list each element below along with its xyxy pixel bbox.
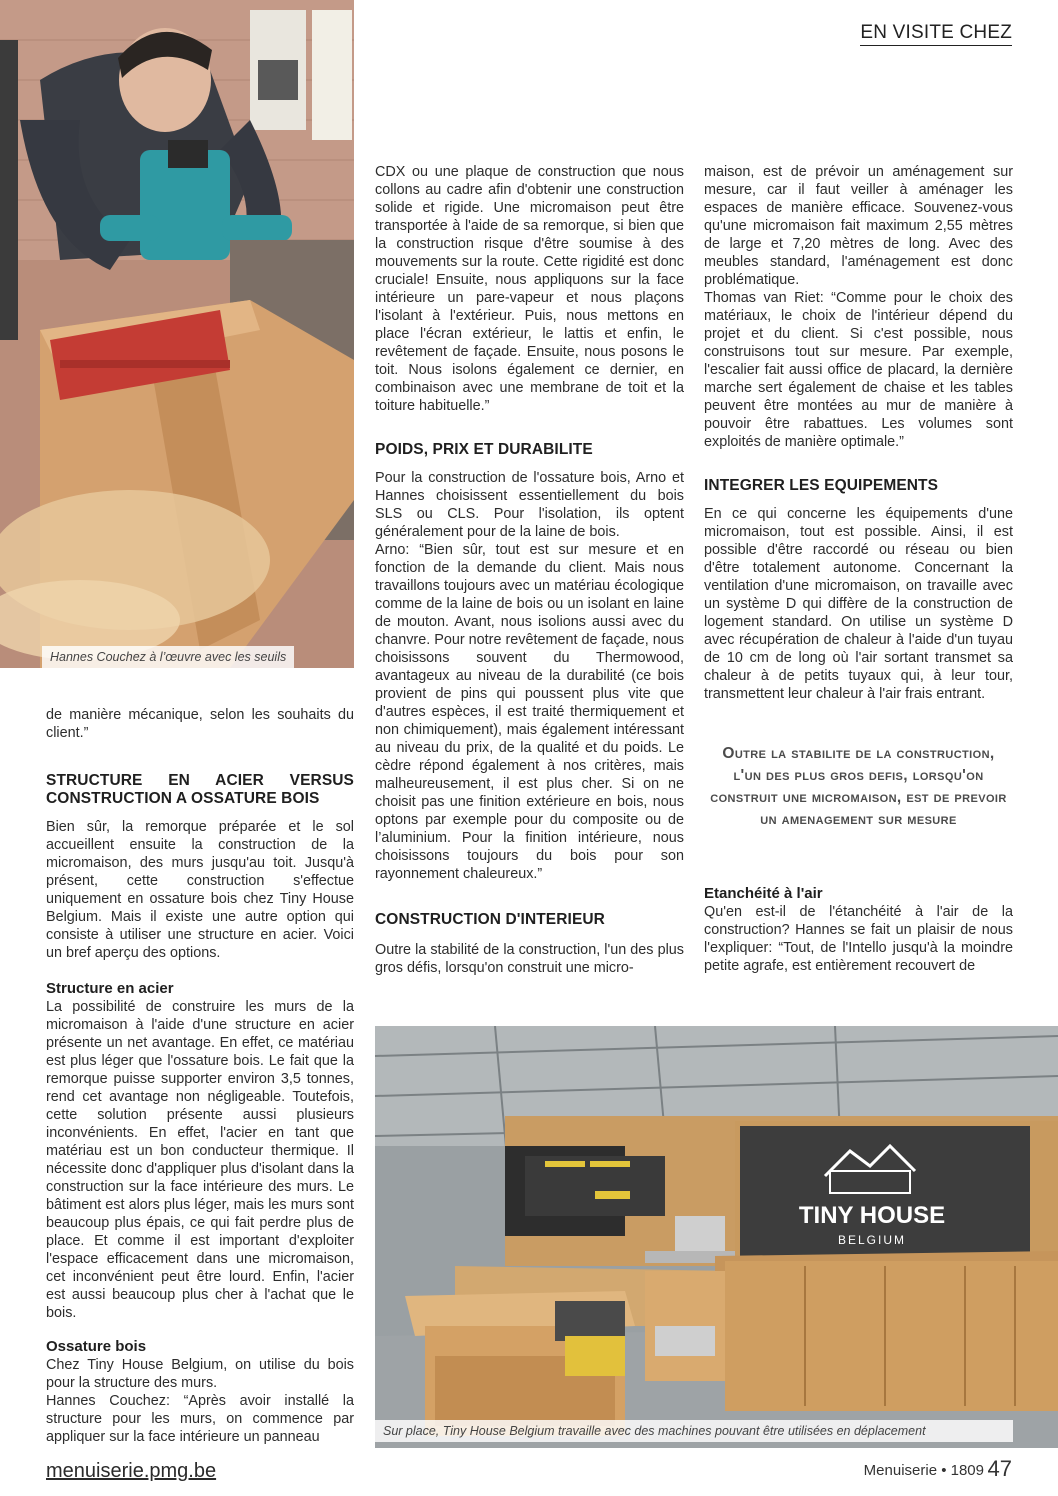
column-2 xyxy=(375,163,684,977)
col1-paragraph-1: de manière mécanique, selon les souhaits du client.” xyxy=(46,707,354,741)
subheading-etancheite: Etanchéité à l'air xyxy=(704,885,823,902)
footer-website-link[interactable]: menuiserie.pmg.be xyxy=(46,1460,217,1482)
workshop-photo-illustration xyxy=(375,1026,1058,1448)
col1-paragraph-2: Bien sûr, la remorque préparée et le sol accueillent ensuite la construction de la micromaison, des murs jusqu'au toit. Jusqu'à présent, cette construction s'effectue uniquement en ossature bois chez Tiny House Belgium. Mais il existe une autre option qui consiste à utiliser une structure en acier. Voici un bref aperçu des options. xyxy=(46,819,354,961)
col3-paragraph-3: En ce qui concerne les équipements d'une micromaison, tout est possible. Ainsi, il est possible d'être raccordé ou réseau ou bien d'être totalement autonome. Concernant la ventilation d'une micromaison, on travaille avec un système D qui diffère de la construction de logement standard. On utilise un système D avec récupération de chaleur à l'aide d'un tuyau de 10 cm de long où l'air sortant transmet sa chaleur à de petits tuyaux qui, à leur tour, transmettent leur chaleur à l'air frais entrant. xyxy=(704,506,1013,702)
col1-paragraph-3: La possibilité de construire les murs de la micromaison à l'aide d'une structure en acier présente un net avantage. En effet, ce matériau est plus léger que l'ossature bois. Le fait que la remorque puisse supporter environ 3,5 tonnes, rend cet avantage non négligeable. Toutefois, cette solution présente aussi plusieurs inconvénients. En effet, l'acier en tant que matériau est un bon conducteur thermique. Il nécessite donc d'appliquer plus d'isolant dans la construction sur la face intérieure des murs. Le bâtiment est alors plus léger, mais les murs sont beaucoup plus épais, ce qui fait perdre plus de place. Et comme il est important d'exploiter l'espace efficacement dans une micromaison, cet inconvénient peut être lourd. Enfin, l'acier est aussi beaucoup plus cher à l'achat que le bois. xyxy=(46,999,354,1321)
subheading-structure-acier: Structure en acier xyxy=(46,980,174,997)
subheading-ossature-bois: Ossature bois xyxy=(46,1338,147,1355)
banner-title: TINY HOUSE xyxy=(798,1202,946,1229)
photo-workshop xyxy=(375,1026,1058,1448)
heading-integrer-equipements: INTEGRER LES EQUIPEMENTS xyxy=(704,477,939,494)
col3-paragraph-2: Thomas van Riet: “Comme pour le choix des matériaux, le choix de l'intérieur dépend du projet et du client. Si c'est possible, nous construisons tout sur mesure. Par exemple, l'escalier fait aussi office de placard, la dernière marche sert également de chaise et les tables peuvent être montées au mur de manière à pouvoir être rabattues. Les volumes sont exploités de manière optimale.” xyxy=(704,290,1013,450)
banner-subtitle: BELGIUM xyxy=(837,1233,907,1247)
heading-construction-interieur: CONSTRUCTION D'INTERIEUR xyxy=(375,911,605,928)
photo-caption-top: Hannes Couchez à l’œuvre avec les seuils xyxy=(42,646,294,668)
carpenter-photo-illustration xyxy=(0,0,354,668)
photo-caption-bottom: Sur place, Tiny House Belgium travaille avec des machines pouvant être utilisées en déplacement xyxy=(375,1420,1013,1442)
col1-paragraph-5: Hannes Couchez: “Après avoir installé la structure pour les murs, on commence par appliquer sur la face intérieure un panneau xyxy=(46,1393,354,1445)
col3-paragraph-1: maison, est de prévoir un aménagement sur mesure, car il faut veiller à aménager les espaces de manière efficace. Souvenez-vous qu'une micromaison fait maximum 2,55 mètres de large et 7,20 mètres de long. Avec des meubles standard, l'aménagement est donc problématique. xyxy=(704,164,1013,288)
magazine-issue-label: Menuiserie • 1809 xyxy=(863,1462,984,1479)
col2-paragraph-1: CDX ou une plaque de construction que nous collons au cadre afin d'obtenir une construction solide et rigide. Une micromaison peut être transportée à l'aide de sa remorque, si bien que la construction risque d'être soumise à des mouvements sur la route. Cette rigidité est donc cruciale! Ensuite, nous appliquons sur la face intérieure un pare-vapeur et nous plaçons l'isolant à l'extérieur. Puis, nous mettons en place l'écran extérieur, le lattis et enfin, le revêtement de façade. Ensuite, nous posons le toit. Nous isolons également ce dernier, en combinaison avec une membrane de toit et la toiture habituelle.” xyxy=(375,164,684,414)
column-3 xyxy=(704,163,1013,975)
col3-paragraph-4: Qu'en est-il de l'étanchéité à l'air de la construction? Hannes se fait un plaisir de nous l'expliquer: “Tout, de l'Intello jusqu'à la moindre petite agrafe, est entièrement recouvert de xyxy=(704,904,1013,974)
footer-magazine-issue xyxy=(864,1462,984,1479)
photo-carpenter xyxy=(0,0,354,668)
heading-poids-prix: POIDS, PRIX ET DURABILITE xyxy=(375,441,593,458)
column-1 xyxy=(46,706,354,1446)
col2-paragraph-4: Outre la stabilité de la construction, l'un des plus gros défis, lorsqu'on construit une micro- xyxy=(375,942,684,976)
pull-quote: Outre la stabilite de la construction, l'un des plus gros defis, lorsqu'on construit une micromaison, est de prevoir un amenagement sur mesure xyxy=(710,745,1007,828)
col1-paragraph-4: Chez Tiny House Belgium, on utilise du bois pour la structure des murs. xyxy=(46,1357,354,1391)
section-title: EN VISITE CHEZ xyxy=(860,22,1012,46)
col2-paragraph-3: Arno: “Bien sûr, tout est sur mesure et en fonction de la demande du client. Mais nous travaillons toujours avec un matériau écologique comme de la laine de bois ou un isolant en laine de mouton. Avant, nous isolions aussi avec du chanvre. Pour notre revêtement de façade, nous choisissons souvent du Thermowood, avantageux au niveau de la durabilité (ce bois provient de pins qui poussent plus vite que d'autres espèces, il est traité thermiquement et non chimiquement), mais également intéressant au niveau du prix, de la qualité et du poids. Le cèdre répond également à nos critères, mais malheureusement, il est plus cher. Si on ne choisit pas une finition extérieure en bois, nous optons par exemple pour du composite ou de l’aluminium. Pour la finition intérieure, nous choisissons toujours du bois pour son rayonnement chaleureux.” xyxy=(375,542,684,882)
col2-paragraph-2: Pour la construction de l'ossature bois, Arno et Hannes choisissent essentiellement du bois SLS ou CLS. Pour l'isolation, ils optent généralement pour de la laine de bois. xyxy=(375,470,684,540)
heading-structure-acier: STRUCTURE EN ACIER VERSUS CONSTRUCTION A OSSATURE BOIS xyxy=(46,772,354,807)
page-number: 47 xyxy=(987,1456,1012,1481)
